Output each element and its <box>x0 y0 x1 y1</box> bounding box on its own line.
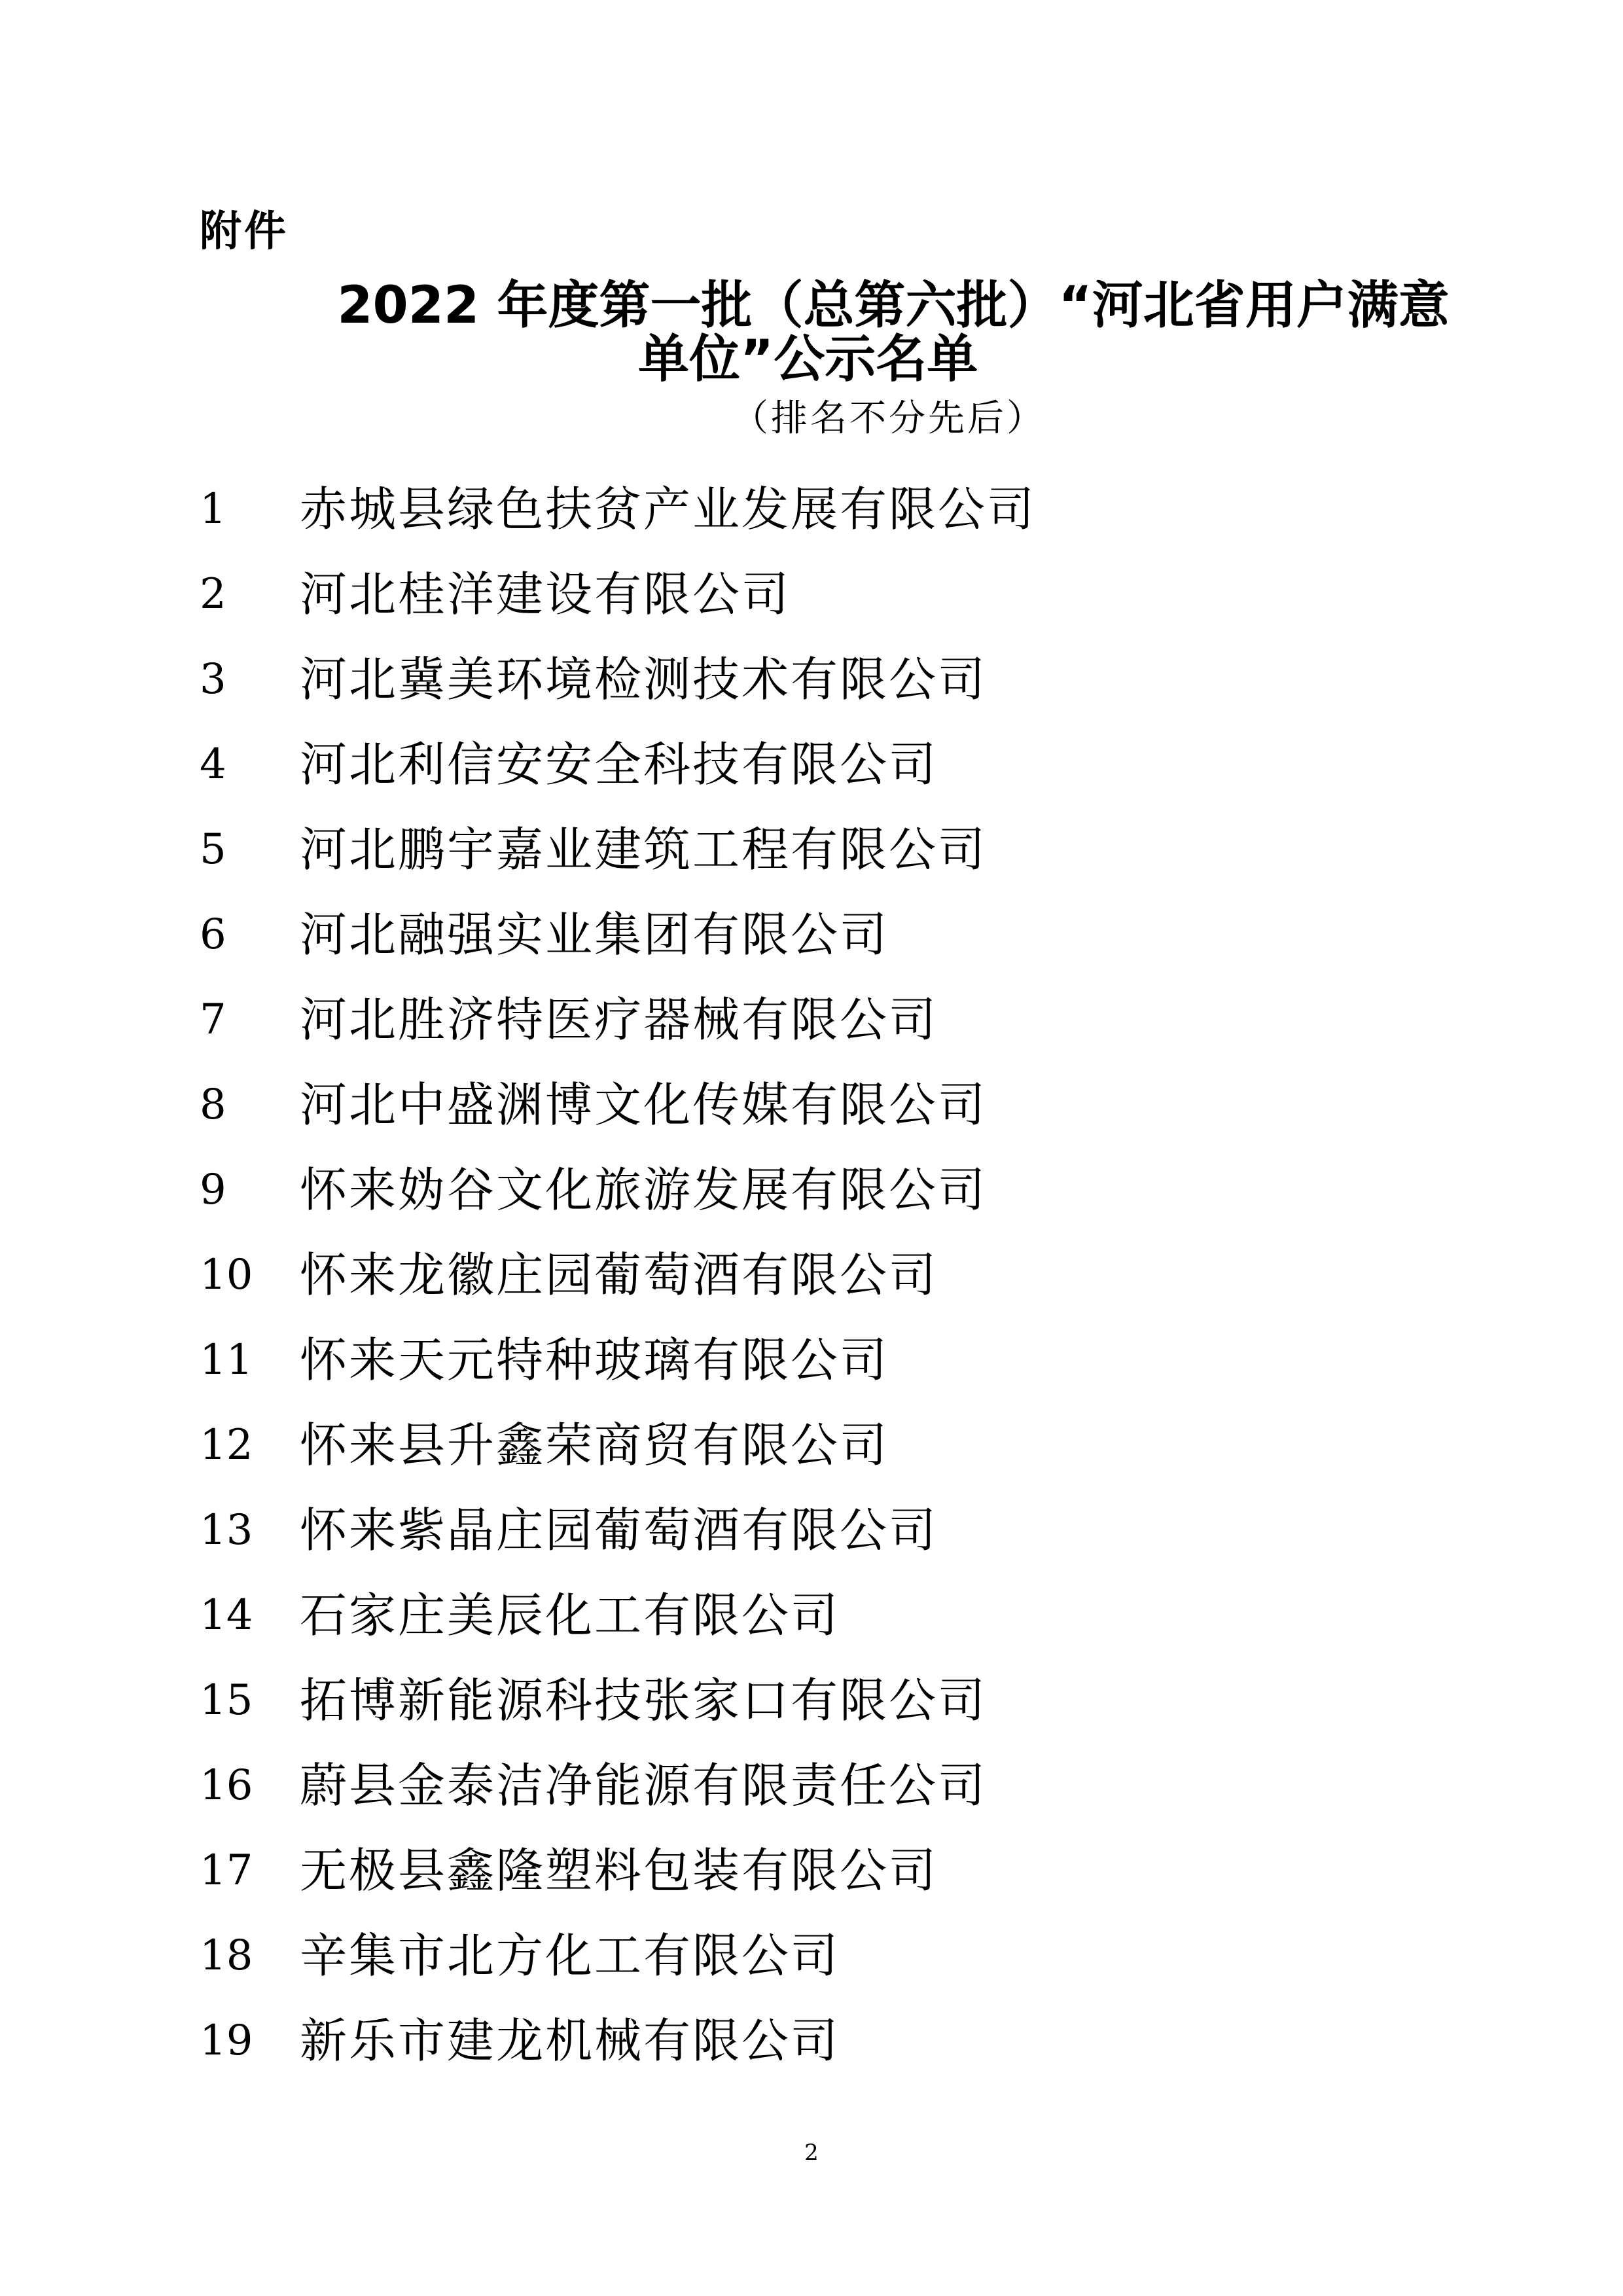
row-number: 1 <box>200 485 226 533</box>
company-name: 赤城县绿色扶贫产业发展有限公司 <box>300 482 1037 537</box>
list-item <box>0 908 1623 994</box>
company-name: 石家庄美辰化工有限公司 <box>300 1588 840 1643</box>
company-name: 辛集市北方化工有限公司 <box>300 1928 840 1983</box>
row-number: 4 <box>200 740 226 789</box>
company-name: 无极县鑫隆塑料包装有限公司 <box>300 1843 938 1898</box>
list-item <box>0 653 1623 738</box>
row-number: 16 <box>200 1761 253 1810</box>
company-name: 拓博新能源科技张家口有限公司 <box>300 1673 988 1728</box>
list-item <box>0 2015 1623 2100</box>
company-name: 河北中盛渊博文化传媒有限公司 <box>300 1077 988 1132</box>
row-number: 5 <box>200 825 226 874</box>
list-item <box>0 1929 1623 2015</box>
company-name: 河北利信安安全科技有限公司 <box>300 737 938 792</box>
company-name: 怀来龙徽庄园葡萄酒有限公司 <box>300 1247 938 1302</box>
attachment-label: 附件 <box>200 207 289 256</box>
list-item <box>0 568 1623 653</box>
document-title-line-2: 单位”公示名单 <box>638 330 978 389</box>
row-number: 10 <box>200 1251 253 1299</box>
row-number: 7 <box>200 996 226 1044</box>
row-number: 3 <box>200 655 226 704</box>
company-name: 河北胜济特医疗器械有限公司 <box>300 992 938 1047</box>
list-item <box>0 1079 1623 1164</box>
document-title-line-1: 2022 年度第一批（总第六批）“河北省用户满意 <box>337 276 1450 335</box>
row-number: 19 <box>200 2017 253 2065</box>
list-item <box>0 1674 1623 1759</box>
list-item <box>0 738 1623 823</box>
list-item <box>0 823 1623 908</box>
row-number: 15 <box>200 1676 253 1725</box>
list-item <box>0 1589 1623 1674</box>
company-name: 河北融强实业集团有限公司 <box>300 907 889 962</box>
company-name: 蔚县金泰洁净能源有限责任公司 <box>300 1758 988 1813</box>
list-item <box>0 994 1623 1079</box>
row-number: 11 <box>200 1336 253 1384</box>
row-number: 18 <box>200 1931 253 1980</box>
list-item <box>0 1249 1623 1334</box>
row-number: 17 <box>200 1846 253 1895</box>
document-subtitle: （排名不分先后） <box>732 397 1046 440</box>
company-name: 怀来紫晶庄园葡萄酒有限公司 <box>300 1503 938 1558</box>
row-number: 6 <box>200 910 226 959</box>
company-name: 河北鹏宇嘉业建筑工程有限公司 <box>300 822 988 877</box>
row-number: 12 <box>200 1421 253 1469</box>
list-item <box>0 1504 1623 1589</box>
list-item <box>0 1334 1623 1419</box>
list-item <box>0 1759 1623 1844</box>
company-name: 怀来天元特种玻璃有限公司 <box>300 1333 889 1388</box>
list-item <box>0 1419 1623 1504</box>
company-name: 河北冀美环境检测技术有限公司 <box>300 652 988 707</box>
list-item <box>0 1164 1623 1249</box>
company-name: 新乐市建龙机械有限公司 <box>300 2013 840 2068</box>
company-name: 怀来县升鑫荣商贸有限公司 <box>300 1418 889 1473</box>
row-number: 9 <box>200 1166 226 1214</box>
row-number: 13 <box>200 1506 253 1554</box>
row-number: 8 <box>200 1081 226 1129</box>
company-name: 怀来妫谷文化旅游发展有限公司 <box>300 1162 988 1217</box>
row-number: 2 <box>200 570 226 619</box>
company-name: 河北桂洋建设有限公司 <box>300 567 791 622</box>
company-list <box>0 483 1623 2100</box>
row-number: 14 <box>200 1591 253 1640</box>
page-number: 2 <box>804 2140 819 2166</box>
list-item <box>0 483 1623 568</box>
list-item <box>0 1844 1623 1929</box>
